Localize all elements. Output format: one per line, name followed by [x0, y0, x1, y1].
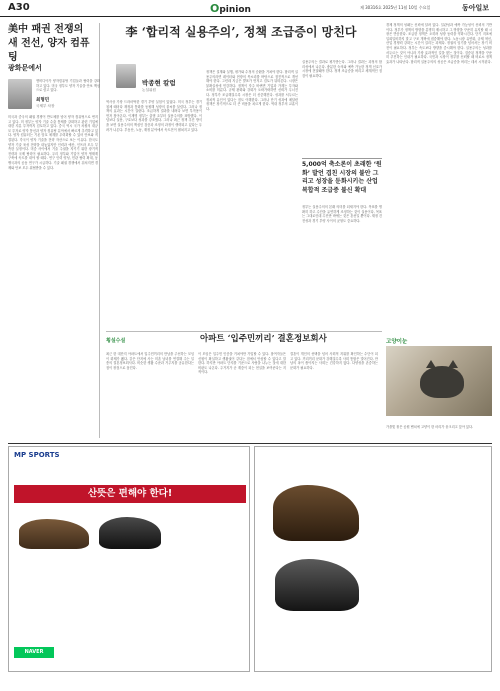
- left-byline: 광화문에서: [8, 64, 42, 72]
- section-logo: [210, 2, 251, 15]
- elm-sports-ad[interactable]: [254, 446, 492, 672]
- left-body: 미국과 중국의 패권 경쟁이 반도체를 넘어 양자 컴퓨팅으로 번지고 있다. 미 정부는 양자 기술 수출 통제를 강화하고 관련 기업에 대한 지분 투자까지 검토하고 있다. 중국 역시 국가 차원의 대규모 투자로 양자 통신과 양자 컴퓨팅 분야에서 빠르게 추격하고 있다. 양자 컴퓨터는 기존 암호 체계를 무력화할 수 있어 안보와 직결된다. 각국이 양자 기술을 전략 자산으로 보는 이유다. 한국도 양자 기술 육성 전략을 내놓았지만 인력과 예산, 인프라 모두 부족한 실정이다. 미중 사이에서 기술 주권을 지키기 위한 장기적 전략과 국제 협력이 필요하다. 우리 정부와 기업이 양자 생태계 구축에 속도를 내야 할 때다. 연구 인력 양성, 민관 협력 확대, 동맹국과의 공동 연구가 시급하다. 기술 패권 경쟁에서 뒤처지면 경제와 안보 모두 위협받을 수 있다.: [8, 115, 98, 170]
- issue-info: 제 30316호 2025년 11월 10일 수요일: [360, 5, 431, 10]
- page-number: A30: [8, 2, 30, 13]
- paper-name: 동아일보: [462, 3, 490, 12]
- main-article-header: [106, 23, 376, 53]
- sub-body-column-2: 이 모임은 입주민 인증을 거쳐야만 가입할 수 있다. 참여자들은 신원이 확실하고 생활권이 같다는 점에서 안심할 수 있다고 말한다. 하지만 아파트 단지를 기준으로 사람을 나누는 것에 대한 비판도 나온다. 주거지가 곧 계층이 되는 현실을 보여준다는 지적이다.: [198, 352, 286, 375]
- main-headline: 李 ‘합리적 실용주의’, 정책 조급증이 망친다: [125, 25, 357, 39]
- author-photo: [8, 79, 32, 109]
- boot-image-2: [275, 559, 359, 611]
- sub-body-column-3: 결혼이 개인의 선택을 넘어 사회적 지위를 확인하는 수단이 되고 있다. 끼리끼리 문화가 강해질수록 사회 통합은 멀어진다. 만남의 폭이 좁아지는 사회는 건강하지 않다. 다양성을 존중하는 문화가 필요하다.: [290, 352, 378, 370]
- main-body-column-3: 실용주의는 결과로 평가받는다. 그러나 결과는 과정의 합리성에서 나온다. 충분한 숙의와 예측 가능한 정책 신호가 시장에 전달돼야 한다. 정책 조급증을 버리고 체계적인 점검이 필요하다.: [302, 60, 382, 78]
- columnist-photo: [116, 64, 136, 88]
- ad-divider: [8, 443, 492, 444]
- mp-brand: MP SPORTS: [14, 451, 60, 459]
- section-logo-o: O: [210, 2, 220, 15]
- cat-photo: [386, 346, 492, 416]
- sub-headline: 아파트 ‘입주민끼리’ 결혼정보회사: [200, 334, 327, 344]
- left-body-intro: 엔비디아가 양자컴퓨팅 기업들과 협력을 강화하고 있다. 미국 정부도 양자 기술을 안보 핵심으로 삼고 있다.: [36, 79, 100, 93]
- section-logo-rest: pinion: [219, 5, 251, 15]
- naver-logo[interactable]: NAVER: [14, 647, 54, 658]
- pull-quote: 5,000억 축소론이 초래한 ‘원화’ 발언 겹친 시장의 불안 그리고 성장을 둔화시키는 산업 복합적 조급증 불신 확대: [302, 158, 382, 198]
- boot-image: [273, 485, 359, 541]
- masthead: [0, 0, 500, 17]
- columnist-title: 논설위원: [142, 88, 156, 92]
- mp-body: [14, 572, 246, 640]
- left-headline-line2: 새 전선, 양자 컴퓨팅: [8, 38, 90, 63]
- left-author-title: 국제부 차장: [36, 104, 55, 108]
- left-headline: [8, 23, 99, 65]
- sub-body-column-1: 최근 한 대단지 아파트에서 입주민끼리의 만남을 주선하는 모임이 화제가 됐다. 같은 단지에 사는 미혼 남녀를 연결해 주는 일종의 결혼정보회사다. 비슷한 생활 수준과 거주지를 공유한다는 점이 장점으로 꼽힌다.: [106, 352, 194, 370]
- shoe-image: [19, 519, 89, 549]
- columnist-name: 박종현 칼럼: [142, 79, 176, 87]
- sub-section-label: 횡설수설: [106, 338, 126, 344]
- main-body-column-3b: 정부는 실용주의의 본래 의미를 되새겨야 한다. 목표를 명확히 하고 수단을 유연하게 조정하는 것이 실용이다. 목표는 그대로인데 수단만 바뀌는 것은 혼선일 뿐이다. 재정 건전성과 경기 부양 사이의 균형도 중요하다.: [302, 205, 382, 223]
- main-body-column-2: 정책은 설계와 실행, 평가와 수정의 순환을 거쳐야 한다. 합리적 실용주의라면 데이터와 현장의 목소리를 바탕으로 점진적으로 개선해야 한다. 그런데 지금은 발표가 먼저고 검토가 뒤따른다. 시장은 불확실성에 민감하다. 정책이 자주 바뀌면 기업과 가계는 투자와 소비를 미룬다. 규제 완화와 강화가 오락가락하면 신뢰가 무너진다. 정부가 조급해질수록 시장은 더 신중해진다. 성과를 서두르는 정치적 유인이 있다는 점도 이해한다. 그러나 단기 성과에 매달린 정책은 장기적으로 더 큰 비용을 치르게 한다. 역대 정부의 교훈이다.: [206, 70, 298, 111]
- cat-silhouette: [420, 366, 464, 398]
- gallery-label: 고양이눈: [386, 339, 408, 345]
- left-headline-line1: 美中 패권 전쟁의: [8, 24, 84, 35]
- main-body-column-1: 역사상 가장 드라마틱한 경기 부양 실험이 있었다. 미국 정부는 경기 침체 때마다 재정과 통화를 동원해 성장의 불씨를 살렸다. 그러나 정책의 효과는 시간이 걸린다. 조급하게 결과를 내려다 보면 부작용이 먼저 찾아온다. 이재명 정부는 출범 초부터 실용주의를 표방했다. 이념보다 실용, 구호보다 성과를 강조했다. 그러나 최근 정책 추진 방식을 보면 실용주의의 핵심인 검증과 조정의 과정이 생략되고 있다는 우려가 나온다. 부동산, 노동, 재정 분야에서 속도전이 펼쳐지고 있다.: [106, 100, 202, 132]
- gallery-caption: 가을빛 짙은 공원 벤치에 고양이 한 마리가 웅크리고 앉아 있다.: [386, 425, 474, 429]
- shoe-image-2: [99, 517, 161, 549]
- elm-body: [367, 483, 487, 593]
- main-body-column-4: 경제 정책의 성패는 신뢰에 달려 있다. 일관성과 예측 가능성이 신뢰의 기반이다. 정부가 정책의 방향을 분명히 제시하고 그 방향을 꾸준히 유지할 때 시장은 반응한다. 조급한 정책은 오히려 성장 동력을 약화시킨다. 단기 지표에 일희일비하지 말고 구조 개혁에 집중해야 한다. 노동시장 유연화, 규제 혁신, 산업 경쟁력 강화는 시간이 걸리는 과제다. 정권의 임기를 넘어서는 장기 비전이 필요하다. 정부는 속도보다 방향을 중시해야 한다. 실용주의는 성과를 서두르는 것이 아니라 가장 효과적인 길을 찾는 것이다. 검증된 정책을 꾸준히 추진하는 인내가 필요하다. 국민과 시장이 정부를 신뢰할 때 비로소 정책 효과가 나타난다. 합리적 실용주의의 성공은 조급증을 버리는 데서 시작된다.: [386, 23, 492, 64]
- left-column-article: [8, 23, 100, 438]
- mp-sports-ad[interactable]: [8, 446, 250, 672]
- left-author-name: 최형민: [36, 98, 50, 103]
- mp-band: 산뜻은 편해야 한다!: [14, 485, 246, 503]
